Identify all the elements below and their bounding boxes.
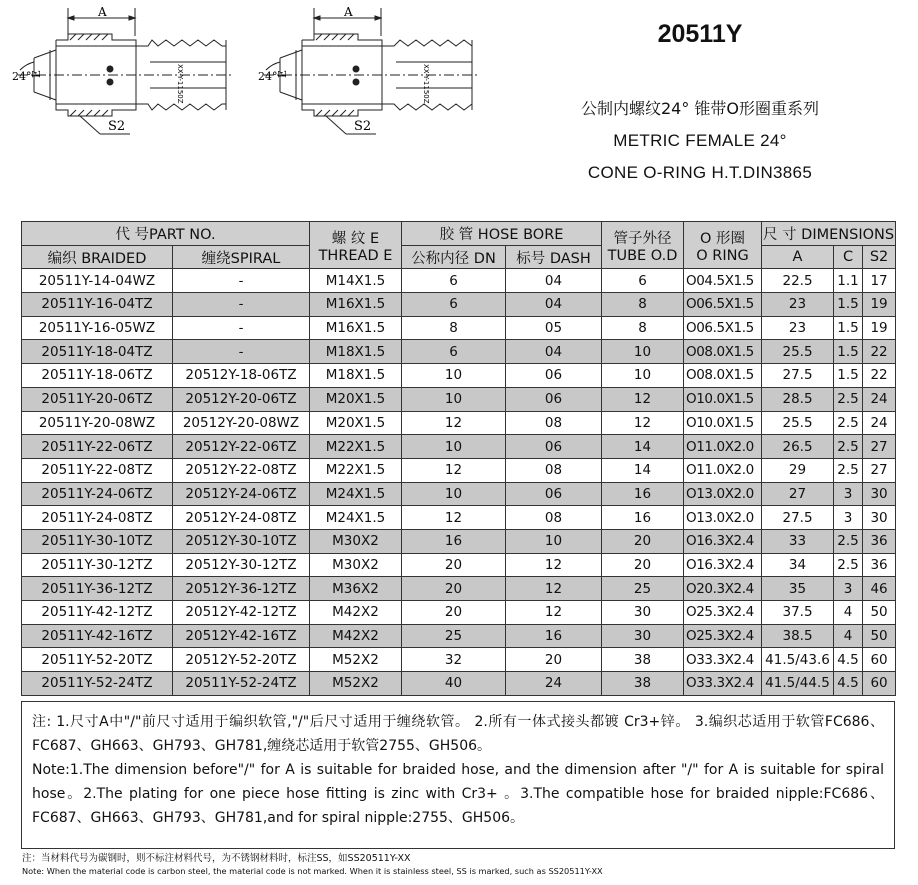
cell-dn: 10 — [402, 387, 506, 411]
spec-table-body — [22, 269, 896, 695]
cell-spiral: 20512Y-24-08TZ — [173, 506, 310, 530]
cell-braided: 20511Y-42-12TZ — [22, 601, 173, 625]
table-row — [22, 411, 896, 435]
cell-dash: 06 — [506, 387, 602, 411]
cell-spiral: 20512Y-36-12TZ — [173, 577, 310, 601]
cell-c: 1.5 — [834, 364, 863, 388]
cell-braided: 20511Y-30-12TZ — [22, 553, 173, 577]
cell-tube: 16 — [602, 506, 684, 530]
cell-tube: 14 — [602, 458, 684, 482]
cell-tube: 16 — [602, 482, 684, 506]
cell-spiral: - — [173, 316, 310, 340]
cell-tube: 12 — [602, 411, 684, 435]
cell-s2: 60 — [863, 648, 896, 672]
cell-s2: 19 — [863, 293, 896, 317]
cell-oring: O11.0X2.0 — [684, 458, 762, 482]
table-row — [22, 316, 896, 340]
cell-c: 2.5 — [834, 529, 863, 553]
cell-spiral: 20512Y-42-16TZ — [173, 624, 310, 648]
cell-thread: M20X1.5 — [310, 411, 402, 435]
cell-a: 26.5 — [762, 435, 834, 459]
angle-label: 24° — [12, 70, 32, 83]
cell-c: 4 — [834, 601, 863, 625]
cell-tube: 20 — [602, 553, 684, 577]
cell-dn: 10 — [402, 435, 506, 459]
cell-tube: 6 — [602, 269, 684, 293]
cell-a: 37.5 — [762, 601, 834, 625]
table-row — [22, 269, 896, 293]
cell-tube: 8 — [602, 293, 684, 317]
cell-dash: 12 — [506, 553, 602, 577]
cell-s2: 50 — [863, 624, 896, 648]
cell-thread: M22X1.5 — [310, 458, 402, 482]
cell-tube: 30 — [602, 624, 684, 648]
notes-box — [21, 701, 895, 849]
cell-dn: 40 — [402, 672, 506, 696]
cell-a: 23 — [762, 293, 834, 317]
cell-c: 3 — [834, 577, 863, 601]
header-s2: S2 — [863, 245, 896, 269]
table-row — [22, 506, 896, 530]
table-row — [22, 340, 896, 364]
cell-spiral: 20512Y-22-06TZ — [173, 435, 310, 459]
cell-tube: 10 — [602, 364, 684, 388]
cell-oring: O33.3X2.4 — [684, 648, 762, 672]
title-block — [520, 10, 880, 183]
cell-c: 4 — [834, 624, 863, 648]
cell-c: 2.5 — [834, 411, 863, 435]
spec-table — [21, 221, 896, 696]
cell-tube: 12 — [602, 387, 684, 411]
cell-c: 2.5 — [834, 458, 863, 482]
cell-dash: 05 — [506, 316, 602, 340]
cell-c: 2.5 — [834, 435, 863, 459]
cell-thread: M30X2 — [310, 529, 402, 553]
cell-c: 4.5 — [834, 648, 863, 672]
cell-s2: 24 — [863, 411, 896, 435]
cell-oring: O16.3X2.4 — [684, 529, 762, 553]
cell-tube: 10 — [602, 340, 684, 364]
angle-label: 24° — [258, 70, 278, 83]
cell-dash: 06 — [506, 482, 602, 506]
cell-a: 25.5 — [762, 411, 834, 435]
cell-thread: M36X2 — [310, 577, 402, 601]
header-dimensions: 尺 寸 DIMENSIONS — [762, 222, 896, 246]
subtitle-en-2: CONE O-RING H.T.DIN3865 — [587, 163, 813, 182]
cell-dash: 08 — [506, 411, 602, 435]
header-dash: 标号 DASH — [506, 245, 602, 269]
cell-tube: 38 — [602, 672, 684, 696]
subtitle-en-1: METRIC FEMALE 24° — [613, 131, 787, 150]
cell-braided: 20511Y-20-06TZ — [22, 387, 173, 411]
cell-c: 4.5 — [834, 672, 863, 696]
header-part-no: 代 号PART NO. — [22, 222, 310, 246]
cell-s2: 17 — [863, 269, 896, 293]
footer-note-cn: 注：当材料代号为碳钢时，则不标注材料代号，为不锈钢材料时，标注SS，如SS20511Y-XX — [22, 853, 411, 864]
cell-dn: 20 — [402, 577, 506, 601]
cell-oring: O13.0X2.0 — [684, 506, 762, 530]
table-row — [22, 364, 896, 388]
table-row — [22, 577, 896, 601]
cell-s2: 36 — [863, 553, 896, 577]
cell-dash: 12 — [506, 577, 602, 601]
subtitle-cn: 公制内螺纹24° 锥带O形圈重系列 — [580, 99, 820, 118]
cell-dn: 10 — [402, 482, 506, 506]
cell-dash: 04 — [506, 340, 602, 364]
cell-spiral: 20511Y-52-24TZ — [173, 672, 310, 696]
cell-spiral: 20512Y-30-10TZ — [173, 529, 310, 553]
cell-c: 1.5 — [834, 316, 863, 340]
table-row — [22, 672, 896, 696]
cell-oring: O25.3X2.4 — [684, 601, 762, 625]
cell-thread: M42X2 — [310, 601, 402, 625]
cell-braided: 20511Y-16-05WZ — [22, 316, 173, 340]
cell-a: 38.5 — [762, 624, 834, 648]
cell-a: 28.5 — [762, 387, 834, 411]
cell-s2: 22 — [863, 364, 896, 388]
table-row — [22, 624, 896, 648]
cell-thread: M24X1.5 — [310, 506, 402, 530]
header-oring: O 形圈 O RING — [684, 222, 762, 269]
cell-oring: O08.0X1.5 — [684, 340, 762, 364]
dim-s2-label: S2 — [354, 119, 372, 134]
cell-oring: O11.0X2.0 — [684, 435, 762, 459]
cell-a: 22.5 — [762, 269, 834, 293]
cell-oring: O06.5X1.5 — [684, 316, 762, 340]
header-braided: 编织 BRAIDED — [22, 245, 173, 269]
dim-a-label: A — [344, 6, 353, 19]
cell-braided: 20511Y-42-16TZ — [22, 624, 173, 648]
table-row — [22, 601, 896, 625]
cell-braided: 20511Y-18-06TZ — [22, 364, 173, 388]
cell-dn: 6 — [402, 269, 506, 293]
cell-braided: 20511Y-16-04TZ — [22, 293, 173, 317]
header-thread: 螺 纹 E THREAD E — [310, 222, 402, 269]
cell-tube: 30 — [602, 601, 684, 625]
cell-dash: 06 — [506, 435, 602, 459]
table-row — [22, 387, 896, 411]
cell-c: 2.5 — [834, 553, 863, 577]
cell-s2: 22 — [863, 340, 896, 364]
fitting-drawing-braided — [10, 6, 240, 140]
cell-thread: M42X2 — [310, 624, 402, 648]
cell-dn: 32 — [402, 648, 506, 672]
cell-oring: O25.3X2.4 — [684, 624, 762, 648]
cell-dn: 20 — [402, 601, 506, 625]
dim-e-label: E — [276, 69, 289, 78]
cell-braided: 20511Y-22-08TZ — [22, 458, 173, 482]
cell-a: 29 — [762, 458, 834, 482]
cell-s2: 24 — [863, 387, 896, 411]
cell-dash: 12 — [506, 601, 602, 625]
cell-oring: O06.5X1.5 — [684, 293, 762, 317]
cell-dash: 04 — [506, 269, 602, 293]
cell-oring: O20.3X2.4 — [684, 577, 762, 601]
cell-spiral: 20512Y-42-12TZ — [173, 601, 310, 625]
notes-cn: 注: 1.尺寸A中"/"前尺寸适用于编织软管,"/"后尺寸适用于缠绕软管。 2.所有一体式接头都镀 Cr3+锌。 3.编织芯适用于软管FC686、FC687、GH663、GH793、GH781,缠绕芯适用于软管2755、GH506。 — [32, 714, 884, 754]
cell-s2: 30 — [863, 482, 896, 506]
cell-c: 1.1 — [834, 269, 863, 293]
cell-c: 3 — [834, 506, 863, 530]
cell-thread: M24X1.5 — [310, 482, 402, 506]
notes-en: Note:1.The dimension before"/" for A is suitable for braided hose, and the dimension after "/" for A is suitable for spiral hose。2.The plating for one piece hose fitting is zinc with Cr3+ 。3.The compatible hose for braided nipple:FC686、FC687、GH663、GH793、GH781,and for spiral nipple:2755、GH506。 — [32, 762, 884, 826]
cell-dash: 06 — [506, 364, 602, 388]
cell-tube: 20 — [602, 529, 684, 553]
cell-dn: 6 — [402, 293, 506, 317]
cell-spiral: - — [173, 293, 310, 317]
cell-thread: M52X2 — [310, 672, 402, 696]
header-c: C — [834, 245, 863, 269]
cell-a: 41.5/44.5 — [762, 672, 834, 696]
cell-a: 23 — [762, 316, 834, 340]
cell-braided: 20511Y-18-04TZ — [22, 340, 173, 364]
cell-s2: 46 — [863, 577, 896, 601]
cell-braided: 20511Y-36-12TZ — [22, 577, 173, 601]
cell-oring: O08.0X1.5 — [684, 364, 762, 388]
cell-s2: 36 — [863, 529, 896, 553]
cell-thread: M18X1.5 — [310, 364, 402, 388]
cell-tube: 14 — [602, 435, 684, 459]
cell-a: 27 — [762, 482, 834, 506]
cell-dash: 04 — [506, 293, 602, 317]
cell-spiral: 20512Y-20-08WZ — [173, 411, 310, 435]
cell-thread: M18X1.5 — [310, 340, 402, 364]
dim-s2-label: S2 — [108, 119, 126, 134]
cell-c: 2.5 — [834, 387, 863, 411]
table-row — [22, 293, 896, 317]
dim-a-label: A — [98, 6, 107, 19]
cell-dn: 12 — [402, 506, 506, 530]
cell-s2: 27 — [863, 458, 896, 482]
cell-braided: 20511Y-52-20TZ — [22, 648, 173, 672]
cell-thread: M22X1.5 — [310, 435, 402, 459]
cell-dash: 16 — [506, 624, 602, 648]
cell-tube: 25 — [602, 577, 684, 601]
cell-spiral: 20512Y-24-06TZ — [173, 482, 310, 506]
cell-dn: 12 — [402, 458, 506, 482]
cell-dash: 10 — [506, 529, 602, 553]
cell-s2: 19 — [863, 316, 896, 340]
cell-thread: M16X1.5 — [310, 293, 402, 317]
engraving-label: XX-Y-1150Z — [422, 64, 430, 104]
cell-dn: 25 — [402, 624, 506, 648]
cell-thread: M16X1.5 — [310, 316, 402, 340]
cell-oring: O33.3X2.4 — [684, 672, 762, 696]
cell-a: 34 — [762, 553, 834, 577]
table-row — [22, 553, 896, 577]
cell-a: 35 — [762, 577, 834, 601]
cell-s2: 27 — [863, 435, 896, 459]
cell-braided: 20511Y-14-04WZ — [22, 269, 173, 293]
cell-c: 3 — [834, 482, 863, 506]
cell-dn: 10 — [402, 364, 506, 388]
header-dn: 公称内径 DN — [402, 245, 506, 269]
cell-spiral: 20512Y-18-06TZ — [173, 364, 310, 388]
cell-dash: 20 — [506, 648, 602, 672]
cell-dn: 6 — [402, 340, 506, 364]
header-tube-od: 管子外径 TUBE O.D — [602, 222, 684, 269]
table-row — [22, 482, 896, 506]
cell-dn: 12 — [402, 411, 506, 435]
cell-dn: 20 — [402, 553, 506, 577]
cell-oring: O10.0X1.5 — [684, 387, 762, 411]
engraving-label: XX-Y-1150Z — [176, 64, 184, 104]
cell-a: 25.5 — [762, 340, 834, 364]
model-title: 20511Y — [657, 20, 743, 48]
table-row — [22, 529, 896, 553]
cell-spiral: - — [173, 340, 310, 364]
cell-thread: M14X1.5 — [310, 269, 402, 293]
cell-oring: O16.3X2.4 — [684, 553, 762, 577]
cell-braided: 20511Y-52-24TZ — [22, 672, 173, 696]
cell-c: 1.5 — [834, 340, 863, 364]
cell-s2: 50 — [863, 601, 896, 625]
cell-a: 27.5 — [762, 364, 834, 388]
cell-thread: M20X1.5 — [310, 387, 402, 411]
header-spiral: 缠绕SPIRAL — [173, 245, 310, 269]
cell-dash: 08 — [506, 458, 602, 482]
cell-a: 41.5/43.6 — [762, 648, 834, 672]
table-row — [22, 648, 896, 672]
cell-dn: 16 — [402, 529, 506, 553]
cell-braided: 20511Y-24-08TZ — [22, 506, 173, 530]
cell-spiral: - — [173, 269, 310, 293]
table-row — [22, 435, 896, 459]
header-hose-bore: 胶 管 HOSE BORE — [402, 222, 602, 246]
cell-a: 33 — [762, 529, 834, 553]
cell-braided: 20511Y-22-06TZ — [22, 435, 173, 459]
cell-s2: 30 — [863, 506, 896, 530]
cell-dn: 8 — [402, 316, 506, 340]
cell-tube: 38 — [602, 648, 684, 672]
cell-braided: 20511Y-30-10TZ — [22, 529, 173, 553]
footer-note-en: Note: When the material code is carbon steel, the material code is not marked. When it is stainless steel, SS is marked, such as SS20511Y-XX — [22, 866, 603, 876]
cell-a: 27.5 — [762, 506, 834, 530]
cell-oring: O04.5X1.5 — [684, 269, 762, 293]
header-a: A — [762, 245, 834, 269]
fitting-drawing-spiral — [256, 6, 486, 140]
cell-tube: 8 — [602, 316, 684, 340]
cell-spiral: 20512Y-20-06TZ — [173, 387, 310, 411]
dim-e-label: E — [30, 69, 43, 78]
cell-thread: M52X2 — [310, 648, 402, 672]
cell-spiral: 20512Y-22-08TZ — [173, 458, 310, 482]
cell-dash: 24 — [506, 672, 602, 696]
cell-oring: O10.0X1.5 — [684, 411, 762, 435]
cell-s2: 60 — [863, 672, 896, 696]
table-row — [22, 458, 896, 482]
cell-dash: 08 — [506, 506, 602, 530]
cell-spiral: 20512Y-52-20TZ — [173, 648, 310, 672]
cell-braided: 20511Y-20-08WZ — [22, 411, 173, 435]
cell-c: 1.5 — [834, 293, 863, 317]
cell-oring: O13.0X2.0 — [684, 482, 762, 506]
cell-braided: 20511Y-24-06TZ — [22, 482, 173, 506]
cell-spiral: 20512Y-30-12TZ — [173, 553, 310, 577]
cell-thread: M30X2 — [310, 553, 402, 577]
